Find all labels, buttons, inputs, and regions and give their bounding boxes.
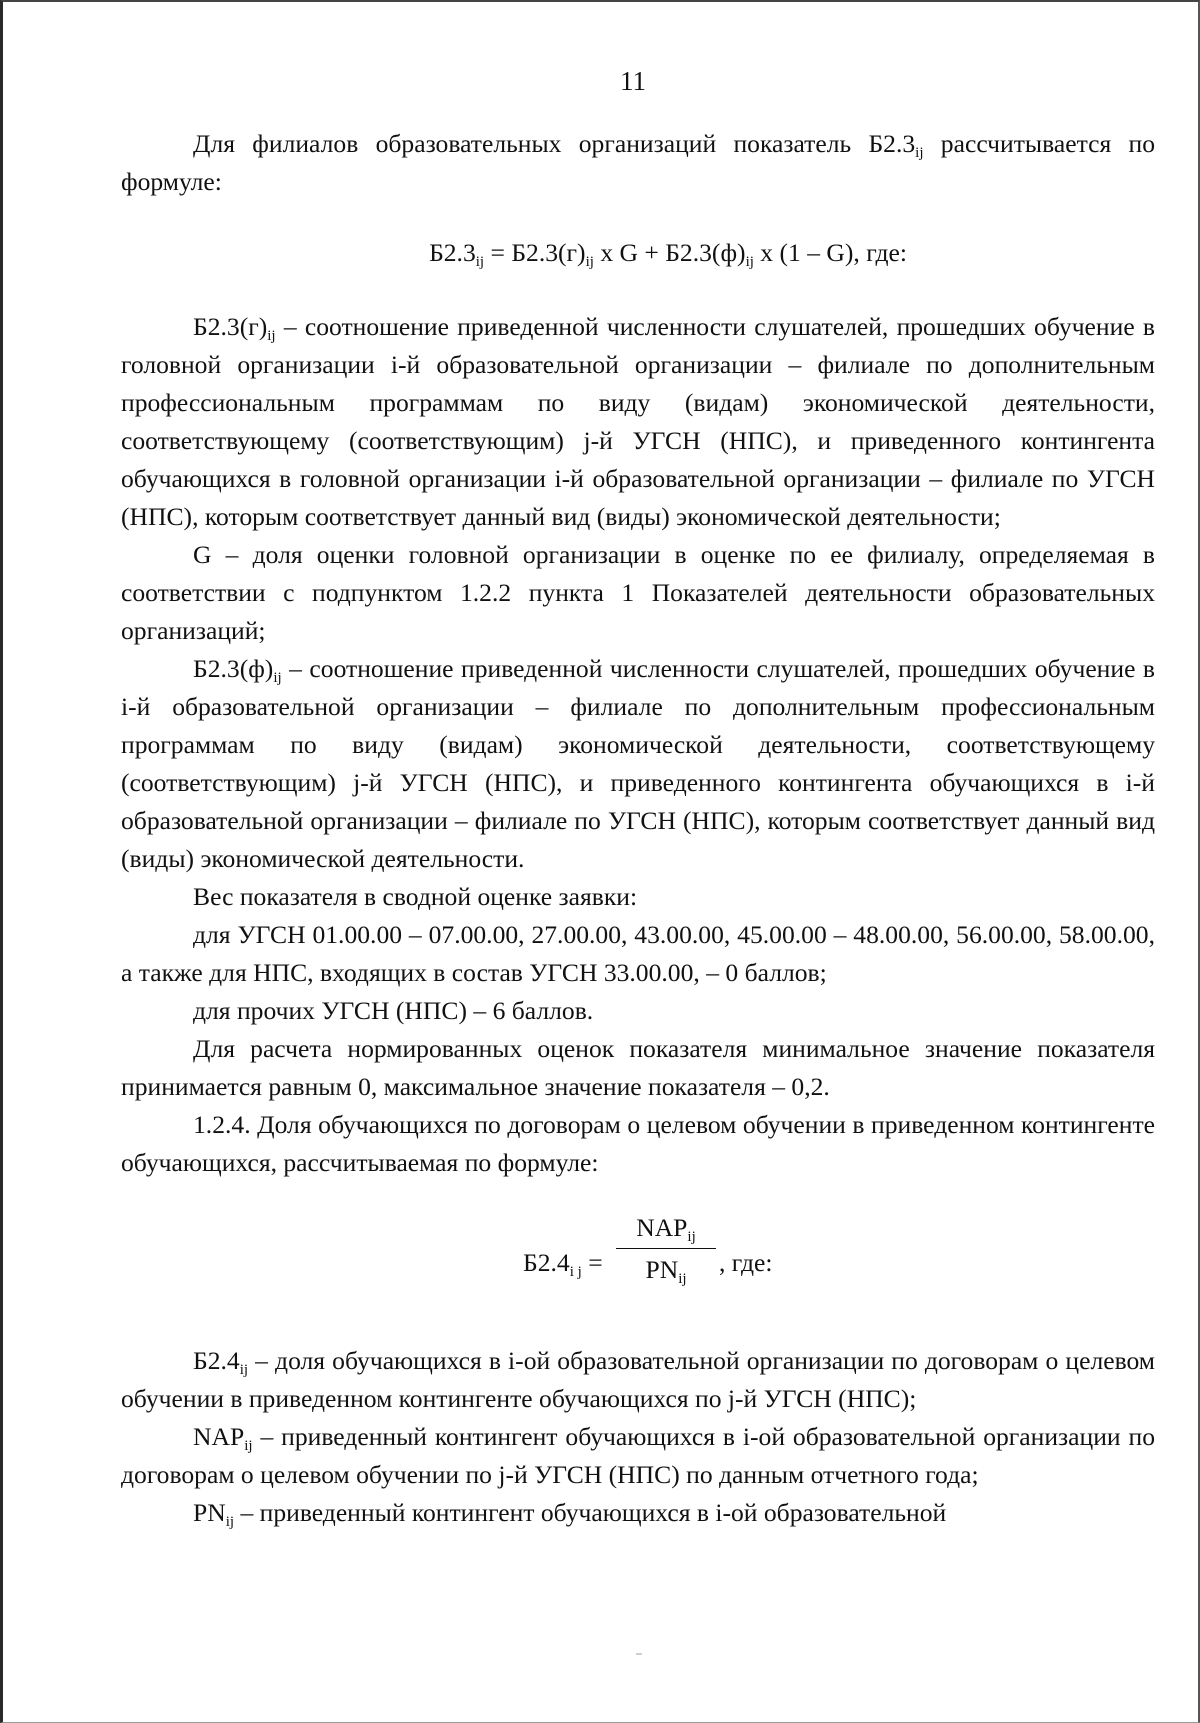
text: Для филиалов образовательных организаций показатель Б2.3: [193, 129, 916, 158]
page-number: 11: [620, 66, 646, 96]
definition-text: – соотношение приведенной численности слушателей, прошедших обучение в головной организации i-й образовательной организации – филиале по дополнительным профессиональным программам по виду (видам) экономической деятельности, соответствующему (соответствующим) j-й УГСН (НПС), и приведенного контингента обучающихся в головной организации i-й образовательной организации – филиале по УГСН (НПС), которым соответствует данный вид (виды) экономической деятельности;: [121, 312, 1155, 531]
term: Б2.3(г): [193, 312, 268, 341]
subscript: ij: [678, 1271, 687, 1287]
subscript: ij: [687, 1229, 696, 1245]
formula-text: PN: [645, 1255, 679, 1284]
formula-text: х G + Б2.3(ф): [593, 238, 746, 267]
definition-text: – доля обучающихся в i-ой образовательной организации по договорам о целевом обучении в приведенном контингенте обучающихся по j-й УГСН (НПС);: [121, 1346, 1155, 1413]
definition-b23f: [121, 650, 1155, 878]
normalization-note: Для расчета нормированных оценок показателя минимальное значение показателя принимается равным 0, максимальное значение показателя – 0,2.: [121, 1034, 1155, 1101]
formula-text: NAP: [636, 1213, 688, 1242]
definition-pn: [121, 1494, 1155, 1532]
subscript: ij: [475, 254, 485, 270]
fraction-denominator: [616, 1249, 716, 1291]
formula-b23: [121, 234, 1155, 272]
subscript: ij: [239, 1362, 249, 1378]
definition-text: – соотношение приведенной численности слушателей, прошедших обучение в i-й образовательной организации – филиале по дополнительным профессиональным программам по виду (видам) экономической деятельности, соответствующему (соответствующим) j-й УГСН (НПС), и приведенного контингента обучающихся в i-й образовательной организации – филиале по УГСН (НПС), которым соответствует данный вид (виды) экономической деятельности.: [121, 654, 1155, 873]
section-1-2-4: 1.2.4. Доля обучающихся по договорам о целевом обучении в приведенном контингенте обучающихся, рассчитываемая по формуле:: [121, 1110, 1155, 1177]
formula-text: = Б2.3(г): [484, 238, 586, 267]
subscript: ij: [273, 670, 282, 686]
term: NAP: [193, 1422, 245, 1451]
document-body: [121, 125, 1155, 1532]
equals-sign: =: [581, 1248, 603, 1277]
definition-text: – приведенный контингент обучающихся в i-ой образовательной: [234, 1498, 947, 1527]
term: Б2.4: [193, 1346, 240, 1375]
formula-lhs: [523, 1244, 603, 1282]
definition-g: G – доля оценки головной организации в оценке по ее филиалу, определяемая в соответствии с подпунктом 1.2.2 пункта 1 Показателей деятельности образовательных организаций;: [121, 540, 1155, 645]
scan-speck: [636, 1653, 642, 1655]
definition-b23g: [121, 308, 1155, 536]
fraction: [616, 1212, 716, 1291]
weight-six-points: для прочих УГСН (НПС) – 6 баллов.: [193, 996, 594, 1025]
formula-text: Б2.4: [523, 1248, 570, 1277]
formula-b24: [121, 1198, 1155, 1332]
subscript: ij: [267, 328, 276, 344]
subscript: ij: [585, 254, 594, 270]
subscript: ij: [225, 1514, 235, 1530]
weight-zero-points: для УГСН 01.00.00 – 07.00.00, 27.00.00, 43.00.00, 45.00.00 – 48.00.00, 56.00.00, 58.00.00, а также для НПС, входящих в состав УГСН 33.00.00, – 0 баллов;: [121, 920, 1155, 987]
subscript: ij: [915, 145, 924, 161]
term: PN: [193, 1498, 226, 1527]
subscript: i j: [569, 1264, 582, 1280]
formula-text: х (1 – G), где:: [753, 238, 907, 267]
paragraph-intro: [121, 125, 1155, 201]
formula-text: Б2.3: [429, 238, 476, 267]
term: Б2.3(ф): [193, 654, 274, 683]
weight-heading: Вес показателя в сводной оценке заявки:: [193, 882, 638, 911]
subscript: ij: [244, 1438, 253, 1454]
subscript: ij: [745, 254, 754, 270]
definition-nap: [121, 1418, 1155, 1494]
definition-text: – приведенный контингент обучающихся в i-ой образовательной организации по договорам о целевом обучении по j-й УГСН (НПС) по данным отчетного года;: [121, 1422, 1155, 1489]
formula-tail: , где:: [719, 1248, 773, 1277]
text: рассчитывается по формуле:: [121, 129, 1156, 196]
definition-b24: [121, 1342, 1155, 1418]
fraction-numerator: [616, 1212, 716, 1249]
